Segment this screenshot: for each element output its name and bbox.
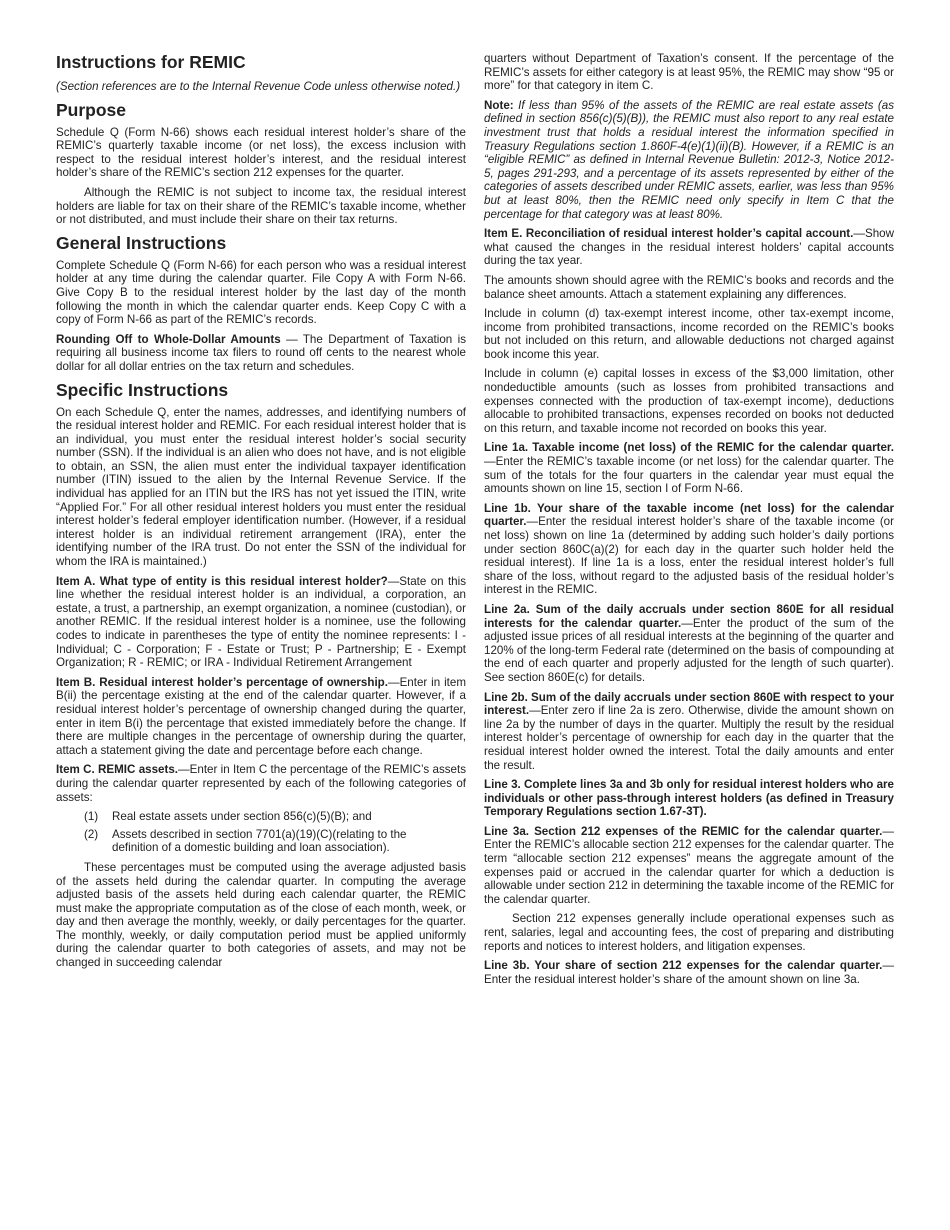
list-item xyxy=(56,810,466,824)
line-3a-text: —Enter the REMIC’s allocable section 212 expenses for the calendar quarter. The term “allocable section 212 expenses” means the aggregate amount of the expenses paid or accrued in the calendar quarter for which a deduction is allowable under section 212 in determining the taxable income of the REMIC for the calendar quarter. xyxy=(484,824,894,906)
line-1a-paragraph xyxy=(484,441,894,495)
list-item-number: (2) xyxy=(84,827,99,841)
rounding-label: Rounding Off to Whole-Dollar Amounts xyxy=(56,332,281,346)
rounding-paragraph xyxy=(56,333,466,374)
line-3a-paragraph xyxy=(484,825,894,907)
note-paragraph xyxy=(484,99,894,221)
line-2b-text: —Enter zero if line 2a is zero. Otherwise, divide the amount shown on line 2a by the number of days in the quarter. Multiply the result by the residual interest holder’s percentage of ownership for each day in the quarter that the residual interest holder owned the interest. Total the daily amounts and enter the result. xyxy=(484,704,894,772)
line-3b-paragraph xyxy=(484,959,894,986)
purpose-paragraph: Although the REMIC is not subject to income tax, the residual interest holders are liable for tax on their share of the REMIC’s taxable income, whether or not distributed, and must include their share on their tax returns. xyxy=(56,185,466,227)
line-1b-label: Line 1b. Your share of the taxable income (net loss) for the calendar quarter. xyxy=(484,501,894,529)
line-2a-text: —Enter the product of the sum of the adjusted issue prices of all residual interests at the beginning of the quarter and 120% of the long-term Federal rate (determined on the basis of compounding at the end of each quarter and properly adjusted for the length of such quarter). See section 860E(c) for details. xyxy=(484,616,894,684)
item-b-text: —Enter in item B(ii) the percentage existing at the end of the calendar quarter. However, if a residual interest holder’s percentage of ownership changed during the quarter, enter in item B(i) the percentage that existed immediately before the change. If there are multiple changes in the percentage of ownership during the quarter, attach a statement giving the date and percentage before each change. xyxy=(56,675,466,757)
line-2b-paragraph xyxy=(484,691,894,773)
item-c-paragraph xyxy=(56,763,466,804)
line-3-paragraph xyxy=(484,778,894,819)
item-a-paragraph xyxy=(56,575,466,670)
line-2a-label: Line 2a. Sum of the daily accruals under section 860E for all residual interests for the calendar quarter. xyxy=(484,602,894,630)
continuation-paragraph: quarters without Department of Taxation’s consent. If the percentage of the REMIC’s assets for either category is at least 95%, the REMIC may show “95 or more” for that category in item C. xyxy=(484,52,894,93)
item-e-paragraph-2: The amounts shown should agree with the REMIC’s books and records and the balance sheet amounts. Attach a statement explaining any differences. xyxy=(484,273,894,301)
item-c-text: —Enter in Item C the percentage of the REMIC’s assets during the calendar quarter represented by each of the following categories of assets: xyxy=(56,763,467,804)
note-label: Note: xyxy=(484,98,514,112)
rounding-text: — The Department of Taxation is requiring all business income tax filers to round off cents to the nearest whole dollar for all dollar entries on the tax return and schedules. xyxy=(56,332,467,373)
item-e-paragraph-3: Include in column (d) tax-exempt interest income, other tax-exempt income, income from prohibited transactions, income recorded on the REMIC’s books but not included on this return, and allowable deductions not charged against book income this year. xyxy=(484,307,894,361)
item-e-text: —Show what caused the changes in the residual interest holders’ capital accounts during the tax year. xyxy=(484,227,894,268)
right-column xyxy=(484,52,894,992)
line-1a-text: —Enter the REMIC’s taxable income (or net loss) for the calendar quarter. The sum of the totals for the four quarters in the calendar year must equal the amounts shown on line 15, section I of Form N-66. xyxy=(484,455,894,496)
item-e-label: Item E. Reconciliation of residual interest holder’s capital account. xyxy=(484,227,854,241)
note-text: If less than 95% of the assets of the REMIC are real estate assets (as defined in section 856(c)(5)(B)), the REMIC must also report to any real estate investment trust that holds a residual interest the information specified in Treasury Regulations section 1.860F-4(e)(1)(ii)(B). However, if a REMIC is an “eligible REMIC” as defined in Internal Revenue Bulletin: 2012-3, Notice 2012-5, pages 291-293, and a percentage of its assets represented by either of the categories of assets described under REMIC assets, earlier, was less than 95% but at least 80%, then the REMIC need only specify in Item C that the percentage for that category was at least 80%. xyxy=(484,98,894,221)
list-item-text: Real estate assets under section 856(c)(5)(B); and xyxy=(112,810,372,824)
item-b-paragraph xyxy=(56,676,466,758)
line-3-label: Line 3. Complete lines 3a and 3b only for residual interest holders who are individuals or other pass-through interest holders (as defined in Treasury Temporary Regulations section 1.67-3T). xyxy=(484,778,894,819)
page-title: Instructions for REMIC xyxy=(56,52,246,72)
list-item-number: (1) xyxy=(84,810,99,824)
list-item-text: Assets described in section 7701(a)(19)(C)(relating to the definition of a domestic building and loan association). xyxy=(112,827,407,855)
line-2a-paragraph xyxy=(484,603,894,685)
item-c-computation-paragraph: These percentages must be computed using the average adjusted basis of the assets held during the calendar quarter. In computing the average adjusted basis of the assets held during each calendar quarter, the REMIC must make the appropriate computation as of the close of each month, week, or day and then average the monthly, weekly, or daily percentages for the quarter. The monthly, weekly, or daily computation period must be applied uniformly during the calendar quarter to both categories of assets, and may not be changed in succeeding calendar xyxy=(56,860,466,970)
line-3b-label: Line 3b. Your share of section 212 expenses for the calendar quarter. xyxy=(484,959,883,973)
specific-paragraph: On each Schedule Q, enter the names, addresses, and identifying numbers of the residual interest holder and REMIC. For each residual interest holder that is an individual, you must enter the residual interest holder’s social security number (SSN). If the individual is an alien who does not have, and is not eligible to obtain, an SSN, the alien must enter the individual taxpayer identification number (ITIN) issued to the alien by the Internal Revenue Service. If the individual has applied for an ITIN but the IRS has not yet issued the ITIN, write “Applied For.” For all other residual interest holders you must enter the residual interest holder’s federal employer identification number. (However, if a residual interest holder is an individual retirement arrangement (IRA), enter the identifying number of the IRA trust. Do not enter the SSN of the individual for whom the IRA is maintained.) xyxy=(56,405,466,569)
left-column xyxy=(56,52,466,976)
item-a-label: Item A. What type of entity is this residual interest holder? xyxy=(56,574,388,588)
line-1b-paragraph xyxy=(484,502,894,597)
item-b-label: Item B. Residual interest holder’s percentage of ownership. xyxy=(56,675,388,689)
item-e-paragraph-4: Include in column (e) capital losses in excess of the $3,000 limitation, other nondeductible amounts (such as losses from prohibited transactions and expenses connected with the production of tax-exempt income), deductions allocable to prohibited transactions, expenses recorded on books not deducted on this return, and taxable income not recorded on books this year. xyxy=(484,367,894,435)
purpose-heading: Purpose xyxy=(56,99,127,120)
line-3a-paragraph-2: Section 212 expenses generally include operational expenses such as rent, salaries, legal and accounting fees, the cost of preparing and distributing reports and notices to interest holders, and litigation expenses. xyxy=(484,912,894,953)
section-references-note: (Section references are to the Internal Revenue Code unless otherwise noted.) xyxy=(56,80,461,93)
item-a-text: —State on this line whether the residual interest holder is an individual, a corporation, an estate, a trust, a partnership, an exempt organization, a nominee (custodian), or another REMIC. If the residual interest holder is a nominee, use the following codes to indicate in parentheses the type of entity the nominee represents: I - Individual; C - Corporation; F - Estate or Trust; P - Partnership; E - Exempt Organization; R - REMIC; or IRA - Individual Retirement Arrangement xyxy=(56,574,466,670)
line-3a-label: Line 3a. Section 212 expenses of the REMIC for the calendar quarter. xyxy=(484,824,883,838)
item-e-paragraph xyxy=(484,227,894,268)
general-instructions-heading: General Instructions xyxy=(56,232,227,253)
general-paragraph: Complete Schedule Q (Form N-66) for each person who was a residual interest holder at any time during the calendar quarter. File Copy A with Form N-66. Give Copy B to the residual interest holder by the last day of the month following the month in which the calendar quarter ends. Keep Copy C with a copy of Form N-66 as part of the REMIC’s records. xyxy=(56,258,466,327)
line-1a-label: Line 1a. Taxable income (net loss) of the REMIC for the calendar quarter. xyxy=(484,441,894,455)
purpose-paragraph: Schedule Q (Form N-66) shows each residual interest holder’s share of the REMIC’s quarterly taxable income (or net loss), the excess inclusion with respect to the residual interest holder’s interest, and the residual interest holder’s share of the REMIC’s section 212 expenses for the quarter. xyxy=(56,125,466,180)
line-3b-text: —Enter the residual interest holder’s share of the amount shown on line 3a. xyxy=(484,959,894,986)
asset-categories-list xyxy=(56,810,466,855)
item-c-label: Item C. REMIC assets. xyxy=(56,763,179,777)
list-item xyxy=(56,828,466,855)
line-1b-text: —Enter the residual interest holder’s share of the taxable income (or net loss) shown on line 1a (determined by adding such holder’s daily portions under section 860C(a)(2) for each day in the quarter such holder held the residual interest). If line 1a is a loss, enter the residual interest holder’s full share of the loss, without regard to the adjusted basis of the residual holder’s interest in the REMIC. xyxy=(484,515,894,597)
specific-instructions-heading: Specific Instructions xyxy=(56,379,229,400)
line-2b-label: Line 2b. Sum of the daily accruals under section 860E with respect to your interest. xyxy=(484,690,894,718)
